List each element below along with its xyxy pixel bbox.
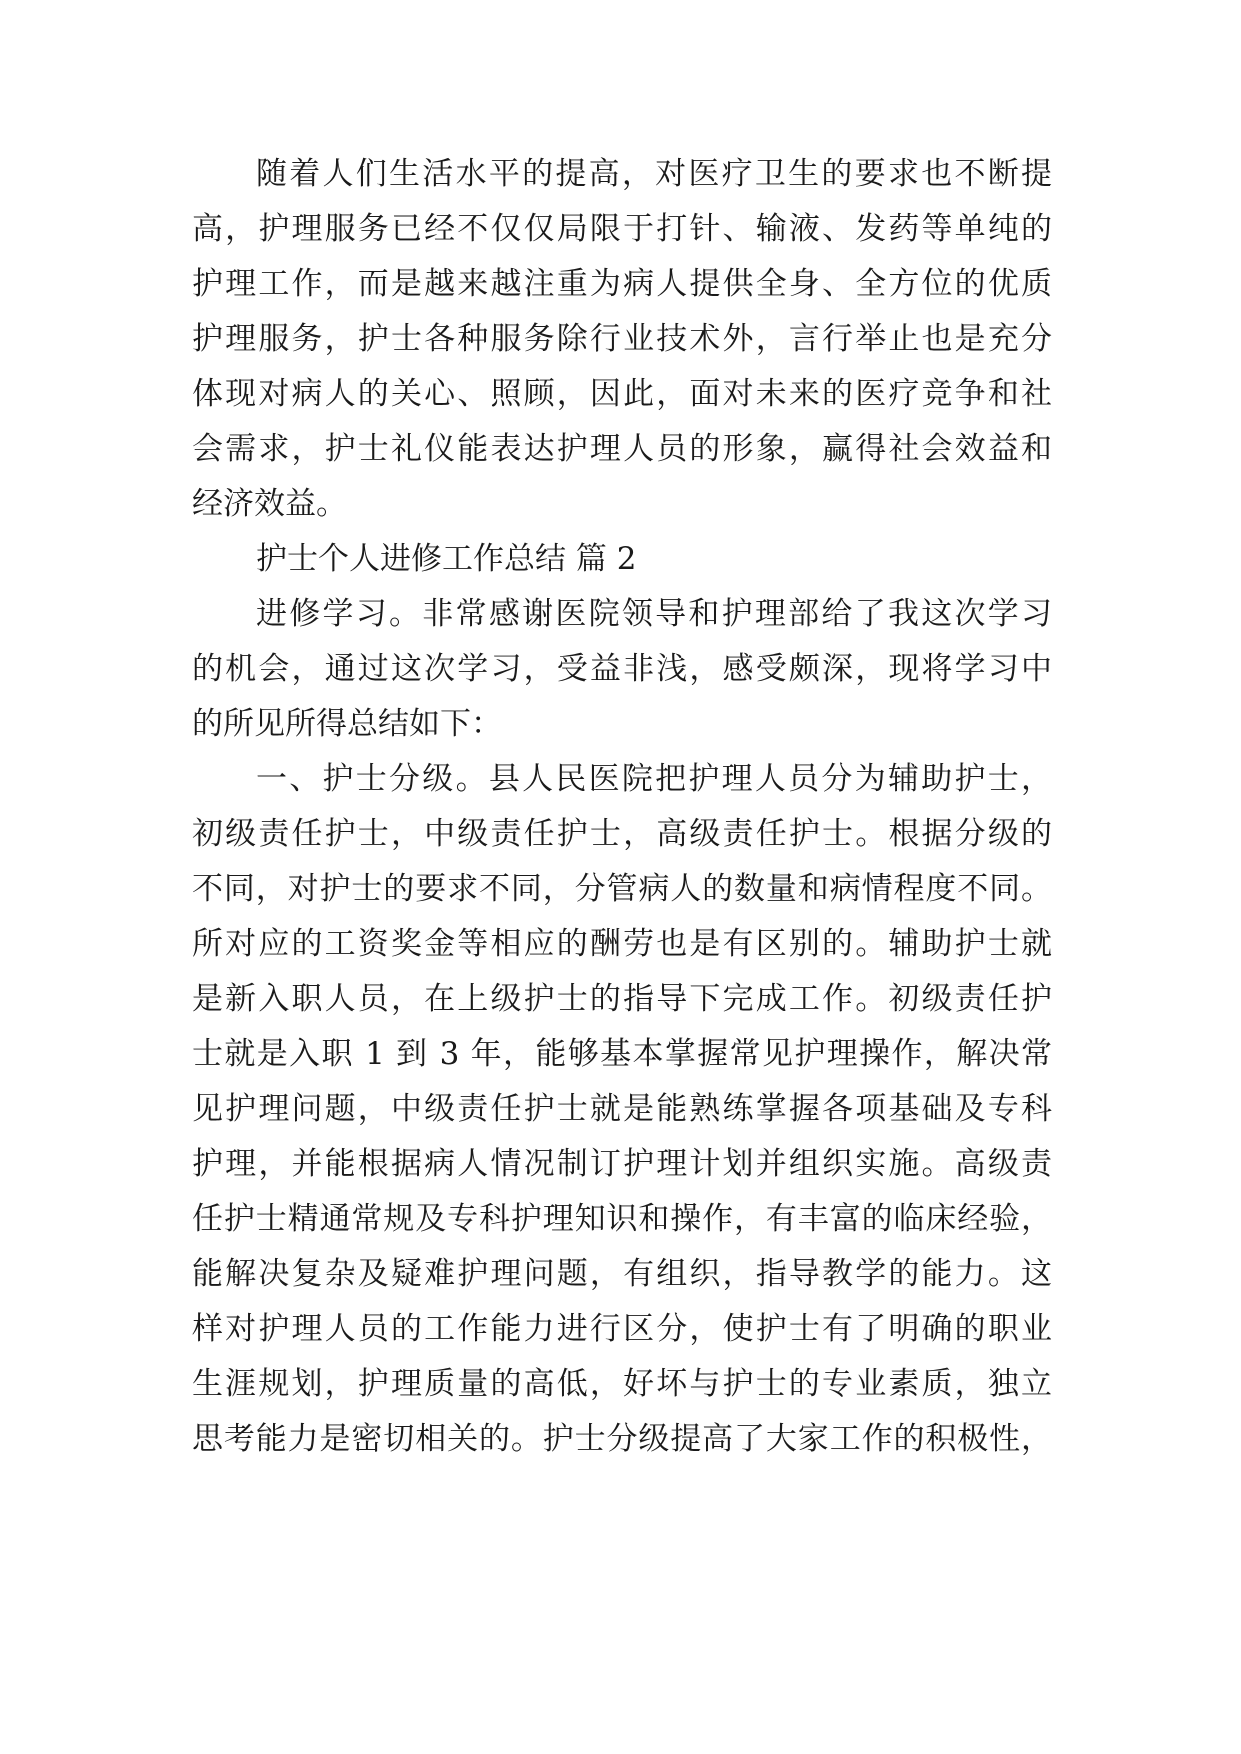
- paragraph-3-line-4: 所对应的工资奖金等相应的酬劳也是有区别的。辅助护士就: [192, 926, 1052, 962]
- paragraph-3-line-6: 士就是入职 1 到 3 年，能够基本掌握常见护理操作，解决常: [192, 1036, 1052, 1072]
- paragraph-1-line-6: 会需求，护士礼仪能表达护理人员的形象，赢得社会效益和: [192, 431, 1052, 467]
- paragraph-3-line-9: 任护士精通常规及专科护理知识和操作，有丰富的临床经验，: [192, 1201, 1052, 1237]
- paragraph-1-line-5: 体现对病人的关心、照顾，因此，面对未来的医疗竞争和社: [192, 376, 1052, 412]
- section-heading: 护士个人进修工作总结 篇 2: [256, 541, 637, 577]
- paragraph-1-line-3: 护理工作，而是越来越注重为病人提供全身、全方位的优质: [192, 266, 1052, 302]
- paragraph-1-line-1: 随着人们生活水平的提高，对医疗卫生的要求也不断提: [256, 156, 1052, 192]
- paragraph-2-line-3: 的所见所得总结如下：: [192, 706, 502, 742]
- paragraph-3-line-5: 是新入职人员，在上级护士的指导下完成工作。初级责任护: [192, 981, 1052, 1017]
- paragraph-3-line-10: 能解决复杂及疑难护理问题，有组织，指导教学的能力。这: [192, 1256, 1052, 1292]
- paragraph-3-line-11: 样对护理人员的工作能力进行区分，使护士有了明确的职业: [192, 1311, 1052, 1347]
- paragraph-3-line-8: 护理，并能根据病人情况制订护理计划并组织实施。高级责: [192, 1146, 1052, 1182]
- paragraph-3-line-12: 生涯规划，护理质量的高低，好坏与护士的专业素质，独立: [192, 1366, 1052, 1402]
- paragraph-3-line-3: 不同，对护士的要求不同，分管病人的数量和病情程度不同。: [192, 871, 1052, 907]
- paragraph-1-line-2: 高，护理服务已经不仅仅局限于打针、输液、发药等单纯的: [192, 211, 1052, 247]
- paragraph-3-line-2: 初级责任护士，中级责任护士，高级责任护士。根据分级的: [192, 816, 1052, 852]
- paragraph-1-line-4: 护理服务，护士各种服务除行业技术外，言行举止也是充分: [192, 321, 1052, 357]
- paragraph-1-line-7: 经济效益。: [192, 486, 347, 522]
- paragraph-2-line-2: 的机会，通过这次学习，受益非浅，感受颇深，现将学习中: [192, 651, 1052, 687]
- paragraph-3-line-13: 思考能力是密切相关的。护士分级提高了大家工作的积极性，: [192, 1421, 1052, 1457]
- paragraph-3-line-7: 见护理问题，中级责任护士就是能熟练掌握各项基础及专科: [192, 1091, 1052, 1127]
- paragraph-3-line-1: 一、护士分级。县人民医院把护理人员分为辅助护士，: [256, 761, 1052, 797]
- paragraph-2-line-1: 进修学习。非常感谢医院领导和护理部给了我这次学习: [256, 596, 1052, 632]
